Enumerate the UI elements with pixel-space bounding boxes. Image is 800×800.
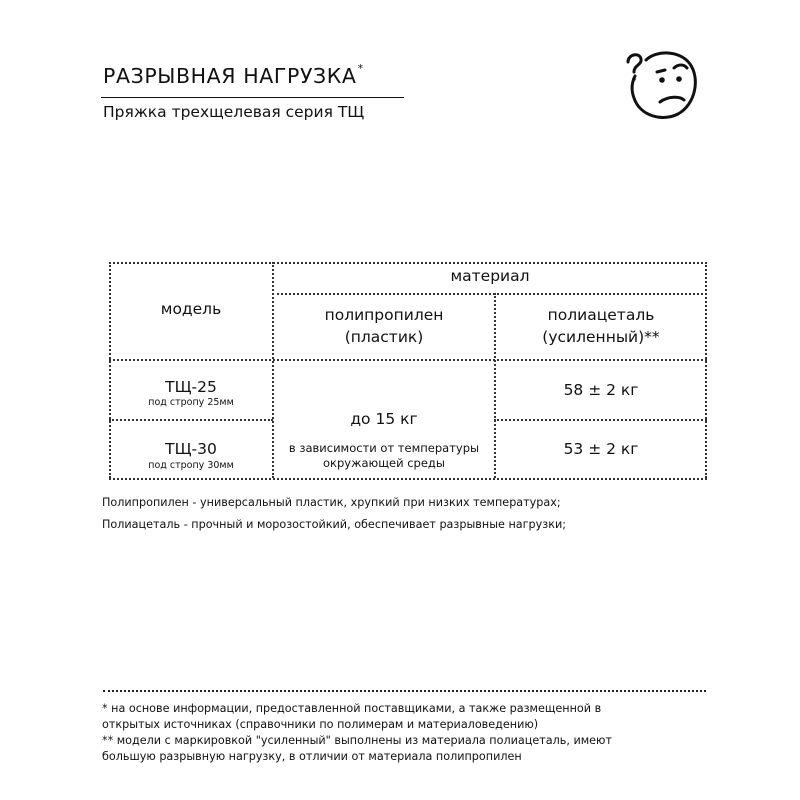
- model-note: под стропу 25мм: [148, 397, 234, 408]
- title-footnote-mark: *: [357, 62, 364, 76]
- pa-header-line2: (усиленный)**: [542, 328, 660, 346]
- footnote-divider: [103, 690, 706, 692]
- pp-header: [273, 304, 495, 348]
- title-underline: [101, 97, 404, 98]
- pp-header-line1: полипропилен: [324, 306, 444, 324]
- confused-face-question-icon: [624, 46, 700, 122]
- note-line: Полипропилен - универсальный пластик, хрупкий при низких температурах;: [102, 496, 561, 509]
- pa-header: [495, 304, 707, 348]
- pp-header-line2: (пластик): [344, 328, 424, 346]
- pa-header-line1: полиацеталь: [547, 306, 655, 324]
- model-header: модель: [160, 300, 222, 318]
- pp-value: до 15 кг: [350, 410, 418, 428]
- model-note: под стропу 30мм: [148, 460, 234, 471]
- page-title: [103, 64, 364, 88]
- title-text: РАЗРЫВНАЯ НАГРУЗКА: [103, 64, 357, 88]
- table-divider-header: [109, 359, 707, 361]
- footnote-line: открытых источниках (справочники по полимерам и материаловедению): [102, 718, 539, 731]
- material-notes: [102, 492, 566, 536]
- table-row: [109, 377, 273, 409]
- note-line: Полиацеталь - прочный и морозостойкий, обеспечивает разрывные нагрузки;: [102, 518, 566, 531]
- table-divider-row1-pa: [494, 419, 707, 421]
- pa-value: 53 ± 2 кг: [563, 440, 639, 458]
- material-header: материал: [450, 267, 530, 285]
- pp-value-cell: [273, 408, 495, 471]
- pp-note-line1: в зависимости от температуры: [288, 441, 480, 455]
- table-row: [109, 439, 273, 473]
- table-border-top: [109, 262, 707, 264]
- footnotes: [102, 701, 612, 765]
- model-name: ТЩ-25: [165, 378, 217, 396]
- table-divider-material: [272, 293, 707, 295]
- page-subtitle: Пряжка трехщелевая серия ТЩ: [103, 103, 365, 121]
- footnote-line: ** модели с маркировкой "усиленный" выполнены из материала полиацеталь, имеют: [102, 734, 612, 747]
- footnote-line: большую разрывную нагрузку, в отличии от материала полипропилен: [102, 750, 522, 763]
- table-border-bottom: [109, 478, 707, 480]
- footnote-line: * на основе информации, предоставленной поставщиками, а также размещенной в: [102, 702, 602, 715]
- pa-value: 58 ± 2 кг: [563, 381, 639, 399]
- pp-note-line2: окружающей среды: [323, 456, 445, 470]
- table-divider-row1-model: [109, 419, 273, 421]
- load-table: [109, 262, 707, 478]
- model-name: ТЩ-30: [165, 440, 217, 458]
